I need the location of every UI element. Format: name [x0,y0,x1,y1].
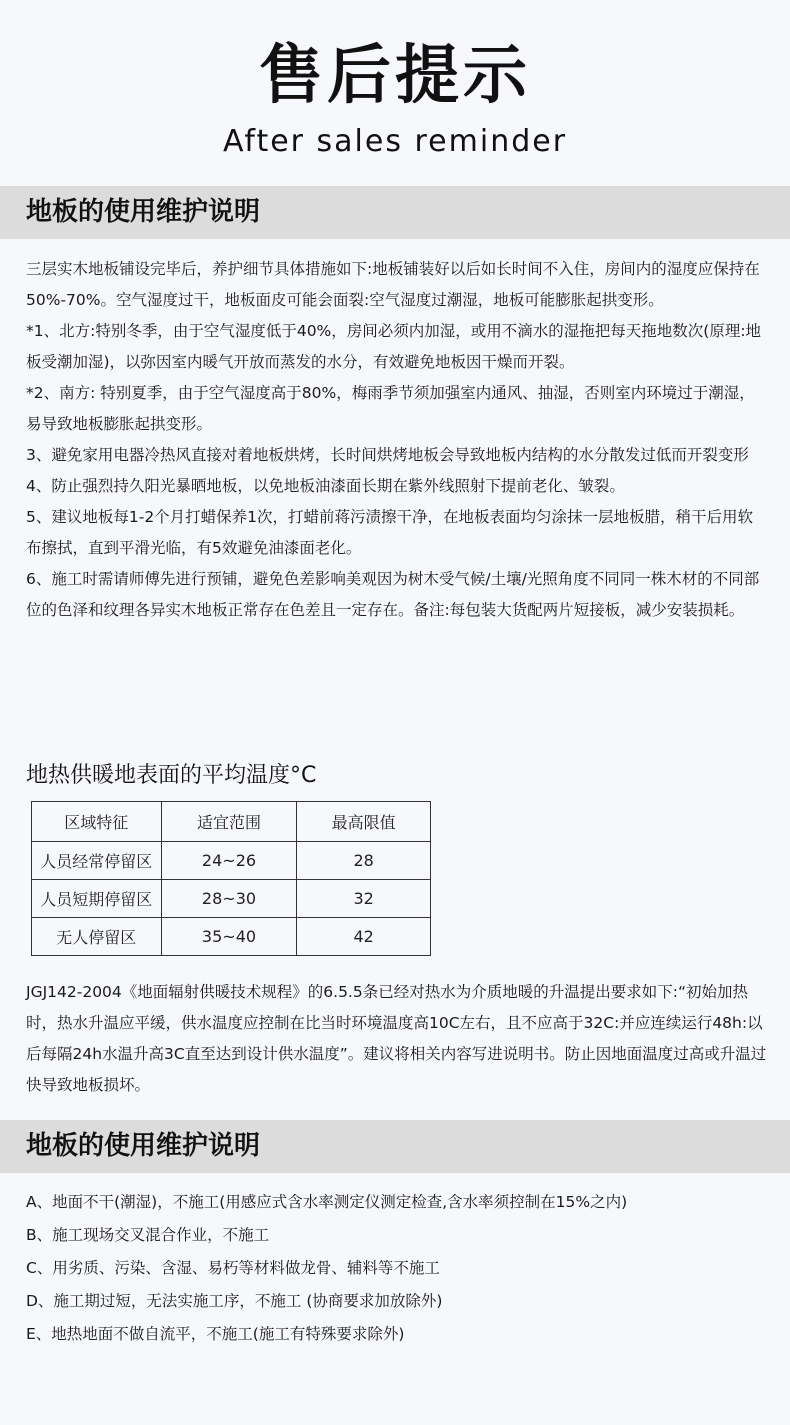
standard-note [26,977,768,1101]
table-cell: 32 [297,880,431,918]
table-cell: 无人停留区 [32,918,162,956]
paragraph: *2、南方: 特别夏季，由于空气湿度高于80%，梅雨季节须加强室内通风、抽湿，否则室内环境过于潮湿，易导致地板膨胀起拱变形。 [26,384,755,433]
construction-conditions-list [26,1186,768,1351]
section-header-construction [0,1120,790,1173]
maintenance-paragraphs [26,254,768,626]
paragraph: 4、防止强烈持久阳光暴晒地板，以免地板油漆面长期在紫外线照射下提前老化、皱裂。 [26,477,625,495]
paragraph: 6、施工时需请师傅先进行预铺，避免色差影响美观因为树木受气候/土壤/光照角度不同同一株木材的不同部位的色泽和纹理各异实木地板正常存在色差且一定存在。备注:每包装大货配两片短接板，减少安装损耗。 [26,570,760,619]
column-header: 适宜范围 [161,802,297,842]
table-cell: 28~30 [161,880,297,918]
page-title: 售后提示 [259,39,531,113]
note-paragraph: JGJ142-2004《地面辐射供暖技术规程》的6.5.5条已经对热水为介质地暖的升温提出要求如下:“初始加热时，热水升温应平缓，供水温度应控制在比当时环境温度高10C左右，且不应高于32C:并应连续运行48h:以后每隔24h水温升高3C直至达到设计供水温度”。建议将相关内容写进说明书。防止因地面温度过高或升温过快导致地板损坏。 [26,983,767,1094]
paragraph: 三层实木地板铺设完毕后，养护细节具体措施如下:地板铺装好以后如长时间不入住，房间内的湿度应保持在50%-70%。空气湿度过干，地板面皮可能会面裂:空气湿度过潮湿，地板可能膨胀起拱变形。 [26,260,760,309]
table-cell: 35~40 [161,918,297,956]
table-row [32,918,431,956]
table-cell: 人员经常停留区 [32,842,162,880]
page-subtitle: After sales reminder [222,124,568,159]
paragraph: *1、北方:特别冬季，由于空气湿度低于40%，房间必须内加湿，或用不滴水的湿拖把每天拖地数次(原理:地板受潮加湿)，以弥因室内暖气开放而蒸发的水分，有效避免地板因干燥而开裂。 [26,322,762,371]
temperature-heading: 地热供暖地表面的平均温度°C [26,763,317,788]
table-row [32,842,431,880]
section-title: 地板的使用维护说明 [26,1131,261,1161]
list-item: B、施工现场交叉混合作业，不施工 [26,1226,270,1244]
list-item: D、施工期过短，无法实施工序，不施工 (协商要求加放除外) [26,1292,443,1310]
table-cell: 42 [297,918,431,956]
section-header-maintenance [0,186,790,239]
table-cell: 人员短期停留区 [32,880,162,918]
list-item: A、地面不干(潮湿)，不施工(用感应式含水率测定仪测定检查,含水率须控制在15%之内) [26,1193,628,1211]
list-item: C、用劣质、污染、含湿、易朽等材料做龙骨、辅料等不施工 [26,1259,440,1277]
temperature-table [31,801,431,956]
table-row [32,880,431,918]
list-item: E、地热地面不做自流平，不施工(施工有特殊要求除外) [26,1325,405,1343]
paragraph: 3、避免家用电器冷热风直接对着地板烘烤，长时间烘烤地板会导致地板内结构的水分散发过低而开裂变形 [26,446,749,464]
column-header: 最高限值 [297,802,431,842]
section-title: 地板的使用维护说明 [26,197,261,227]
table-cell: 28 [297,842,431,880]
column-header: 区域特征 [32,802,162,842]
paragraph: 5、建议地板每1-2个月打蜡保养1次，打蜡前蒋污渍擦干净，在地板表面均匀涂抹一层地板腊，稍干后用软布擦拭，直到平滑光临，有5效避免油漆面老化。 [26,508,754,557]
table-cell: 24~26 [161,842,297,880]
table-header-row [32,802,431,842]
